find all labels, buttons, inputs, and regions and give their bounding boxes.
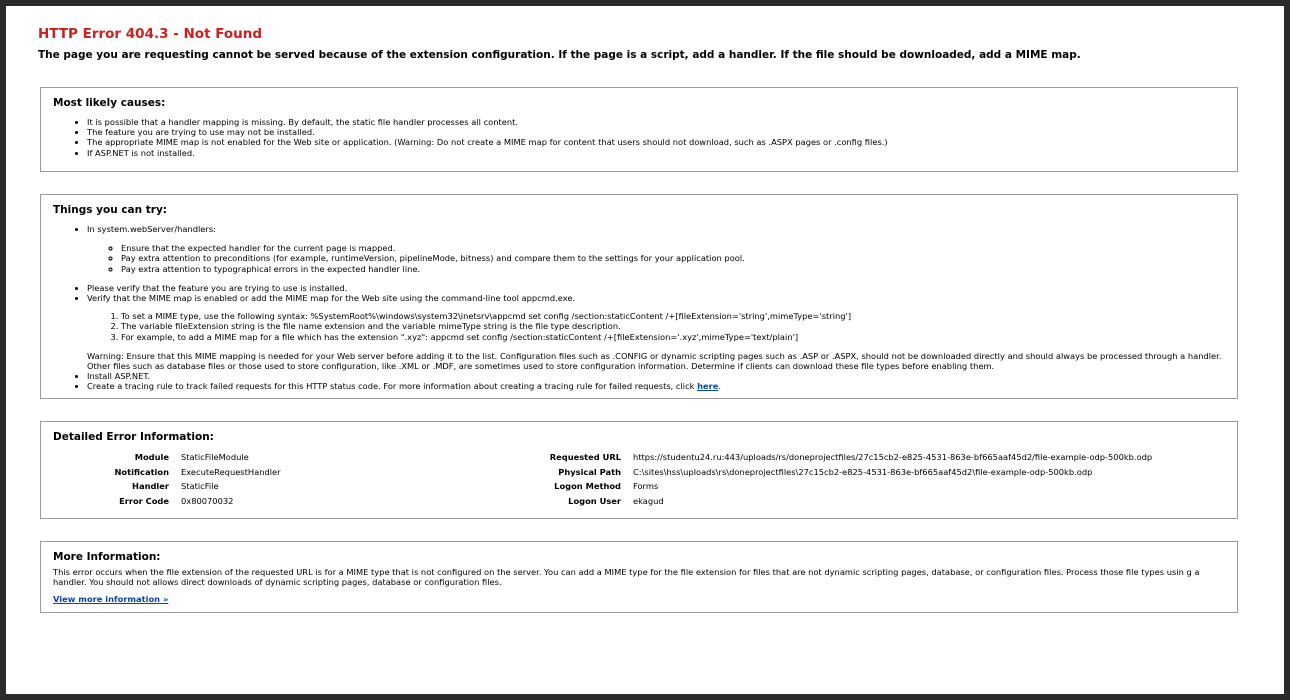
detail-label: Module: [134, 452, 169, 462]
details-right: [481, 452, 1231, 510]
detail-label: Handler: [132, 481, 169, 491]
more-text: This error occurs when the file extension of the requested URL is for a MIME type that is not configured on the server. You can add a MIME type for the file extension for files that are not dynamic scripting pages, database, or configuration files. Process those file types usin g a handler. You should not allows direct downloads of dynamic scripting pages, database or configuration files.: [53, 567, 1200, 588]
details-left: [53, 452, 343, 510]
list-item: 1. To set a MIME type, use the following syntax: %SystemRoot%\windows\system32\inetsrv\appcmd set config /section:staticContent /+[fileExtension='string',mimeType='string']: [121, 311, 1225, 321]
mime-steps: [87, 311, 1225, 342]
detail-value: ekagud: [633, 495, 664, 506]
table-row: [481, 467, 1152, 482]
table-row: [481, 481, 1152, 496]
detail-label: Logon User: [568, 495, 621, 506]
here-link[interactable]: here: [697, 381, 719, 392]
page-subtitle: The page you are requesting cannot be served because of the extension configuration. If the page is a script, add a handler. If the file should be downloaded, add a MIME map.: [38, 49, 1081, 61]
handler-sublist: [87, 243, 1225, 274]
error-page: [6, 6, 1284, 694]
try-heading: Things you can try:: [53, 204, 168, 216]
table-row: [53, 481, 293, 496]
list-item: • The appropriate MIME map is not enabled for the Web site or application. (Warning: Do not create a MIME map for content that users should not download, such as .ASPX pages or .config files.): [87, 137, 1225, 147]
list-item: • It is possible that a handler mapping is missing. By default, the static file handler processes all content.: [87, 117, 1225, 127]
list-item: 3. For example, to add a MIME map for a file which has the extension ".xyz": appcmd set config /section:staticContent /+[fileExtension='.xyz',mimeType='text/plain']: [121, 332, 1225, 342]
list-item: • Install ASP.NET.: [87, 371, 1225, 381]
list-item: • The feature you are trying to use may not be installed.: [87, 127, 1225, 137]
mime-warning: Warning: Ensure that this MIME mapping is needed for your Web server before adding it to the list. Configuration files such as .CONFIG or dynamic scripting pages such as .ASP or .ASPX, should not be downloaded directly and should always be processed through a handler. Other files such as database files or those used to store configuration, like .XML or .MDF, are sometimes used to store configuration information. Determine if clients can download these file types before enabling them.: [87, 350, 1222, 372]
causes-section: [40, 87, 1238, 172]
detail-value: ExecuteRequestHandler: [181, 466, 281, 477]
view-more-link[interactable]: View more information »: [53, 594, 169, 605]
page-title: HTTP Error 404.3 - Not Found: [38, 26, 263, 42]
try-section: [40, 194, 1238, 399]
detail-value: StaticFileModule: [181, 452, 249, 462]
table-row: [53, 452, 293, 467]
more-heading: More Information:: [53, 551, 161, 563]
try-item-end: .: [718, 381, 722, 392]
detail-value: C:\sites\hss\uploads\rs\doneprojectfiles\27c15cb2-e825-4531-863e-bf665aaf45d2\file-example-odp-500kb.odp: [633, 466, 1093, 477]
list-item: ◦ Pay extra attention to typographical errors in the expected handler line.: [121, 264, 1225, 274]
try-item-text: In system.webServer/handlers:: [87, 224, 216, 234]
detail-value: 0x80070032: [181, 495, 234, 506]
more-section: [40, 541, 1238, 613]
detail-label: Error Code: [119, 495, 169, 506]
detail-label: Logon Method: [554, 481, 621, 491]
details-heading: Detailed Error Information:: [53, 431, 214, 443]
list-item: • If ASP.NET is not installed.: [87, 148, 1225, 158]
causes-list: [53, 117, 1225, 158]
table-row: [53, 467, 293, 482]
list-item: ◦ Ensure that the expected handler for the current page is mapped.: [121, 243, 1225, 253]
try-item-text: Verify that the MIME map is enabled or add the MIME map for the Web site using the command-line tool appcmd.exe.: [87, 293, 576, 304]
list-item: • Please verify that the feature you are trying to use is installed.: [87, 283, 1225, 293]
list-item: ◦ Pay extra attention to preconditions (for example, runtimeVersion, pipelineMode, bitness) and compare them to the settings for your application pool.: [121, 253, 1225, 263]
detail-value: StaticFile: [181, 481, 219, 491]
list-item: [87, 381, 1225, 391]
list-item: [87, 293, 1225, 371]
detail-label: Requested URL: [549, 452, 621, 462]
table-row: [481, 452, 1152, 467]
detail-value: https://studentu24.ru:443/uploads/rs/doneprojectfiles/27c15cb2-e825-4531-863e-bf665aaf45d2/file-example-odp-500kb.odp: [633, 452, 1153, 462]
detail-label: Physical Path: [558, 466, 621, 477]
try-item-text: Create a tracing rule to track failed requests for this HTTP status code. For more information about creating a tracing rule for failed requests, click: [87, 381, 698, 392]
causes-heading: Most likely causes:: [53, 97, 166, 109]
detail-label: Notification: [114, 466, 169, 477]
table-row: [481, 496, 1152, 511]
detail-value: Forms: [633, 481, 659, 491]
list-item: 2. The variable fileExtension string is the file name extension and the variable mimeType string is the file type description.: [121, 321, 1225, 331]
list-item: [87, 224, 1225, 274]
details-section: [40, 421, 1238, 519]
table-row: [53, 496, 293, 511]
try-list: [53, 224, 1225, 392]
